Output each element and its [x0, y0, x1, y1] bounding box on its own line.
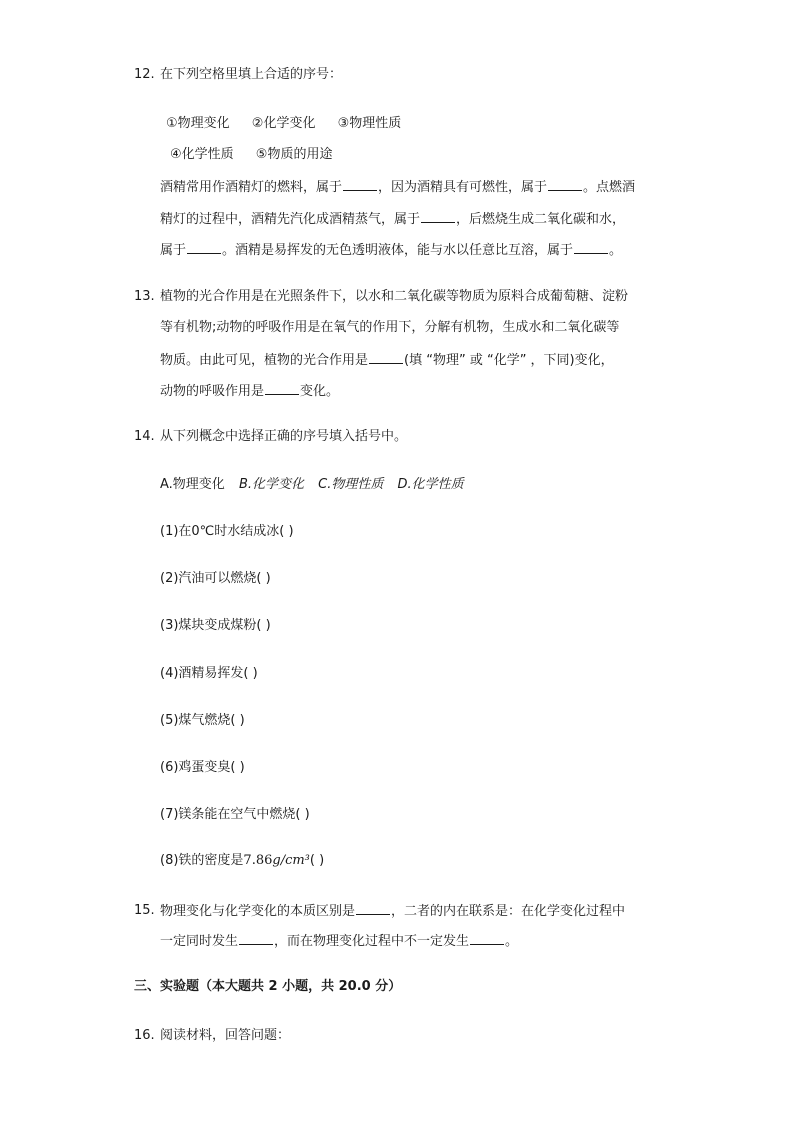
answer-blank[interactable]: [187, 241, 221, 254]
density-value: 7.86: [243, 853, 273, 868]
q13-text-line1: 植物的光合作用是在光照条件下，以水和二氧化碳等物质为原料合成葡萄糖、淀粉: [160, 289, 629, 304]
q14-number: 14.: [134, 429, 155, 444]
q12-text-line2: 精灯的过程中，酒精先汽化成酒精蒸气，属于 ，后燃烧生成二氧化碳和水，: [160, 212, 626, 227]
q13-number: 13.: [134, 289, 155, 304]
answer-blank[interactable]: [265, 382, 299, 395]
answer-blank[interactable]: [356, 902, 390, 915]
q12-text-line3: 属于 。酒精是易挥发的无色透明液体，能与水以任意比互溶，属于 。: [160, 243, 623, 258]
answer-blank[interactable]: [369, 351, 403, 364]
q15-text-line1: 物理变化与化学变化的本质区别是 ，二者的内在联系是：在化学变化过程中: [160, 904, 626, 919]
q12-prompt: 在下列空格里填上合适的序号：: [160, 67, 343, 82]
answer-blank[interactable]: [421, 210, 455, 223]
concept-d: D.化学性质: [397, 477, 464, 492]
concept-c: C.物理性质: [318, 477, 384, 492]
q16-prompt: 阅读材料，回答问题：: [160, 1028, 291, 1043]
q12-option-1: ①物理变化: [166, 116, 230, 131]
q14-prompt: 从下列概念中选择正确的序号填入括号中。: [160, 429, 408, 444]
q14-item-7: (7)镁条能在空气中燃烧( ): [160, 807, 310, 822]
q14-concepts: [160, 476, 464, 494]
q14-item-1: (1)在0℃时水结成冰( ): [160, 524, 294, 539]
answer-blank[interactable]: [239, 932, 273, 945]
answer-blank[interactable]: [470, 932, 504, 945]
q13-text-line2: 等有机物;动物的呼吸作用是在氧气的作用下，分解有机物，生成水和二氧化碳等: [160, 320, 620, 335]
q14-item-2: (2)汽油可以燃烧( ): [160, 571, 271, 586]
q16-number: 16.: [134, 1028, 155, 1043]
q12-option-2: ②化学变化: [251, 116, 316, 131]
q13-text-line4: 动物的呼吸作用是 变化。: [160, 384, 340, 399]
q14-item-5: (5)煤气燃烧( ): [160, 713, 245, 728]
concept-a: A.物理变化: [160, 477, 225, 492]
q12-text-line1: 酒精常用作酒精灯的燃料，属于 ，因为酒精具有可燃性，属于 。点燃酒: [160, 180, 636, 195]
density-unit: g/cm³: [272, 853, 310, 868]
q14-item-4: (4)酒精易挥发( ): [160, 666, 258, 681]
q14-item-3: (3)煤块变成煤粉( ): [160, 618, 271, 633]
q15-number: 15.: [134, 903, 155, 918]
concept-b: B.化学变化: [238, 477, 305, 492]
q12-options-row1: [166, 115, 401, 133]
q13-text-line3: 物质。由此可见，植物的光合作用是 (填 “物理” 或 “化学” ，下同)变化，: [160, 353, 614, 368]
q12-option-3: ③物理性质: [337, 116, 402, 131]
answer-blank[interactable]: [343, 178, 377, 191]
answer-blank[interactable]: [548, 178, 582, 191]
q12-number: 12.: [134, 67, 155, 82]
answer-blank[interactable]: [574, 241, 608, 254]
q12-option-4: ④化学性质: [170, 147, 234, 162]
q12-options-row2: [170, 146, 332, 164]
q14-item-6: (6)鸡蛋变臭( ): [160, 760, 245, 775]
q12-option-5: ⑤物质的用途: [255, 147, 333, 162]
section-title: 三、实验题（本大题共 2 小题，共 20.0 分）: [134, 979, 402, 994]
q15-text-line2: 一定同时发生 ，而在物理变化过程中不一定发生 。: [160, 934, 519, 949]
q14-item-8: (8)铁的密度是7.86g/cm³( ): [160, 853, 325, 868]
